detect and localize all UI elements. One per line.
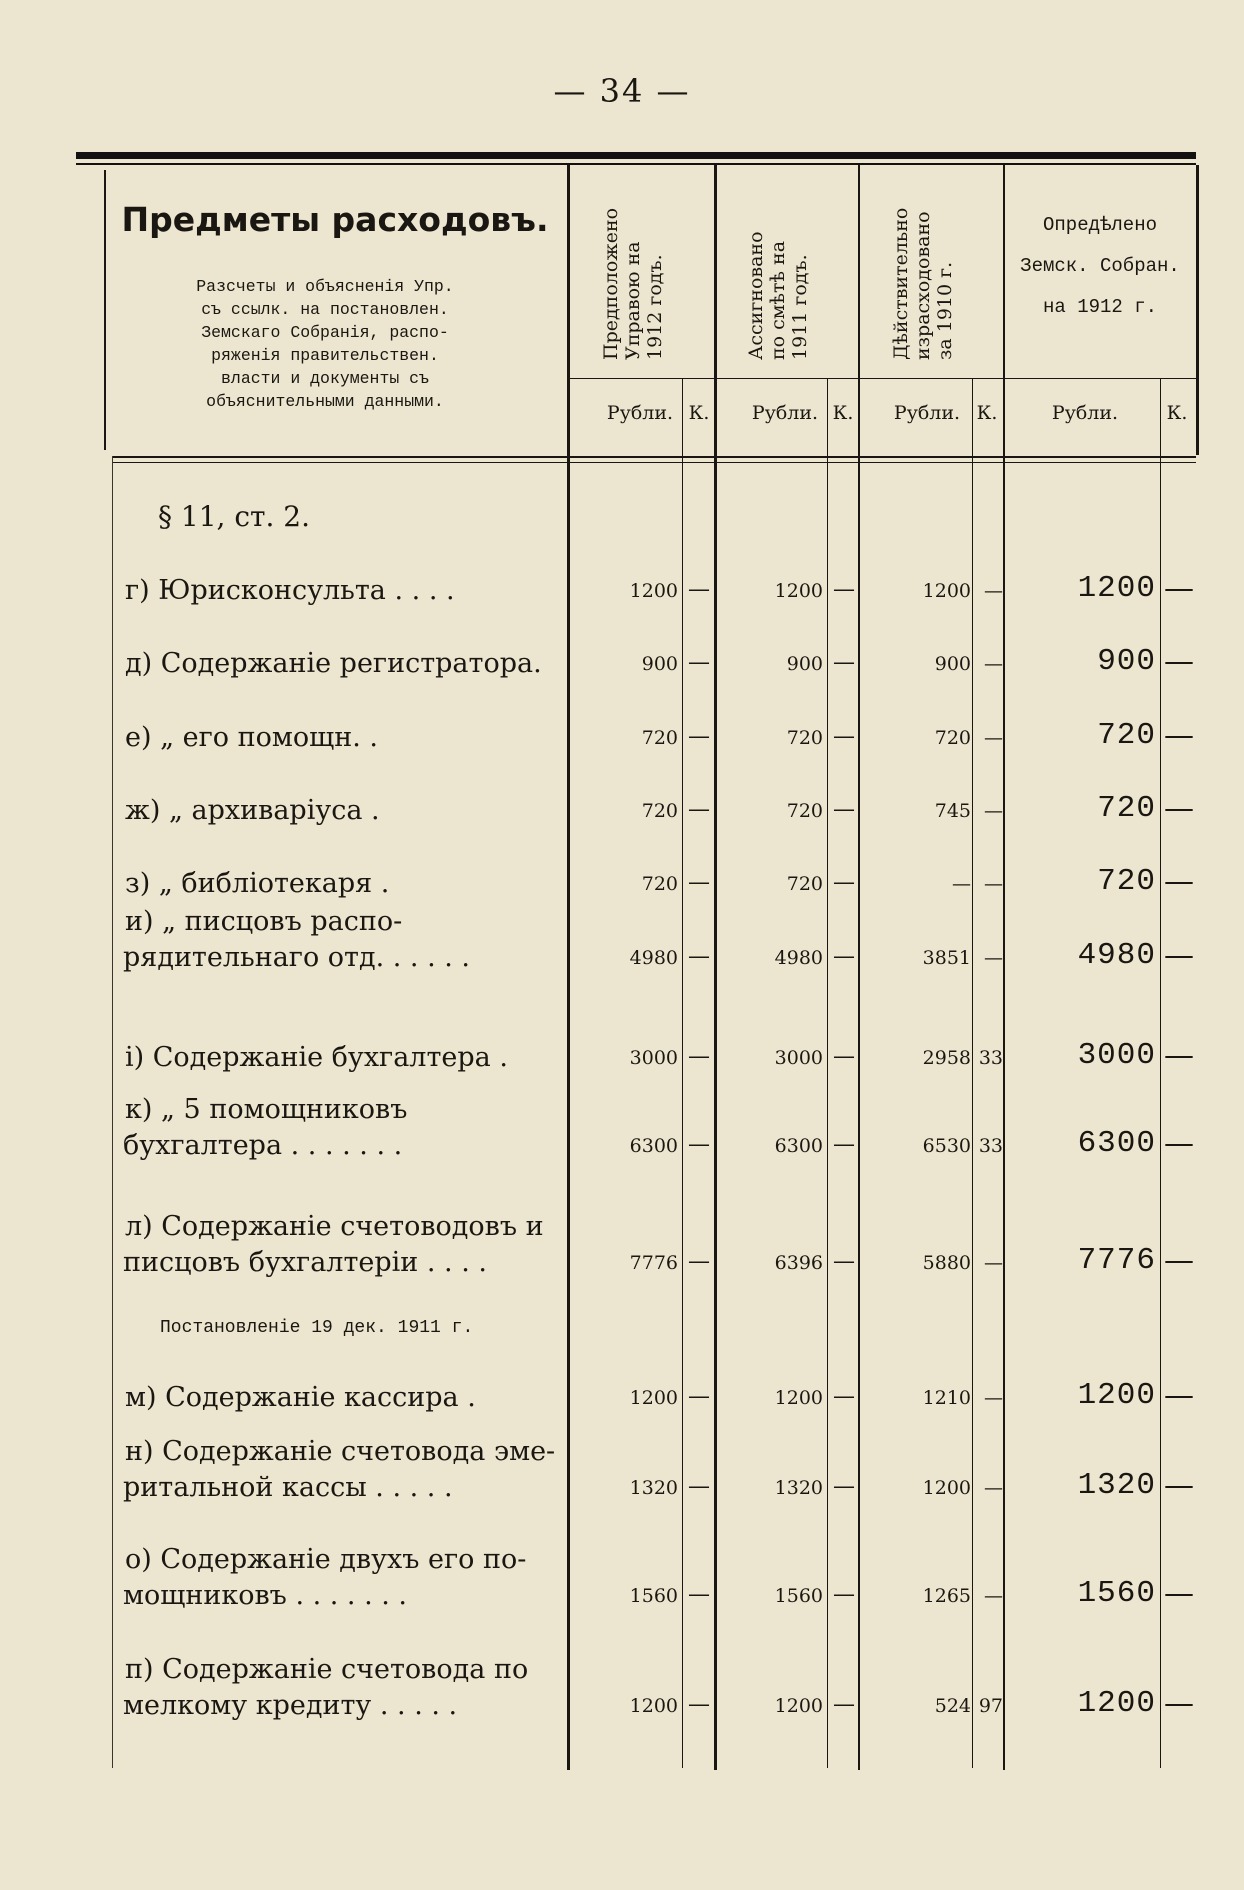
cell-c2k: — bbox=[833, 1384, 855, 1409]
col4-header: Опредѣлено Земск. Собран. на 1912 г. bbox=[1020, 214, 1180, 318]
cell-c3: 1200 bbox=[922, 580, 971, 602]
cell-c2: 4980 bbox=[774, 947, 823, 969]
left-border bbox=[104, 170, 106, 450]
col-divider-1 bbox=[714, 165, 717, 1770]
cell-c3k: — bbox=[984, 1252, 1003, 1274]
top-rule bbox=[76, 152, 1196, 159]
header-unit-rule bbox=[570, 378, 1196, 379]
right-border bbox=[1196, 165, 1199, 455]
row-description bbox=[125, 793, 565, 829]
cell-c2: 720 bbox=[786, 800, 823, 822]
cell-c3k: — bbox=[984, 1387, 1003, 1409]
cell-c1: 4980 bbox=[629, 947, 678, 969]
cell-c3k: — bbox=[984, 1477, 1003, 1499]
row-description-line: мощниковъ . . . . . . . bbox=[123, 1580, 408, 1611]
row-description-line: г) Юрисконсульта . . . . bbox=[125, 575, 455, 606]
unit-kop-3: К. bbox=[976, 402, 998, 424]
row-description-line: к) „ 5 помощниковъ bbox=[125, 1094, 408, 1125]
cell-c2: 1200 bbox=[774, 1695, 823, 1717]
cell-c4k: — bbox=[1164, 864, 1194, 899]
cell-c3: 720 bbox=[934, 727, 971, 749]
row-description-line: л) Содержаніе счетоводовъ и bbox=[125, 1211, 544, 1242]
cell-c1: 1320 bbox=[629, 1477, 678, 1499]
row-description bbox=[125, 1209, 565, 1281]
cell-c2: 900 bbox=[786, 653, 823, 675]
cell-c1: 1200 bbox=[629, 580, 678, 602]
cell-c3: 900 bbox=[934, 653, 971, 675]
cell-c2: 3000 bbox=[774, 1047, 823, 1069]
cell-c2k: — bbox=[833, 1582, 855, 1607]
row-description-line: з) „ библіотекаря . bbox=[125, 868, 390, 899]
row-description bbox=[125, 1542, 565, 1614]
cell-c1k: — bbox=[688, 1132, 710, 1157]
unit-kop-4: К. bbox=[1166, 402, 1188, 424]
cell-c1: 1200 bbox=[629, 1387, 678, 1409]
cell-c3k: — bbox=[984, 800, 1003, 822]
cell-c2k: — bbox=[833, 1044, 855, 1069]
cell-c1: 6300 bbox=[629, 1135, 678, 1157]
cell-c1k: — bbox=[688, 577, 710, 602]
cell-c2: 6396 bbox=[774, 1252, 823, 1274]
cell-c3k: — bbox=[984, 727, 1003, 749]
cell-c3k: 33 bbox=[978, 1047, 1003, 1069]
cell-c4k: — bbox=[1164, 1576, 1194, 1611]
cell-c3k: — bbox=[984, 653, 1003, 675]
col-divider-desc bbox=[567, 165, 570, 1770]
row-description-line: мелкому кредиту . . . . . bbox=[123, 1690, 458, 1721]
cell-c4k: — bbox=[1164, 1378, 1194, 1413]
cell-c4: 720 bbox=[1097, 864, 1156, 899]
row-description bbox=[125, 1040, 565, 1076]
cell-c2: 1200 bbox=[774, 580, 823, 602]
top-rule-thin bbox=[76, 163, 1196, 165]
unit-rubles-1: Рубли. bbox=[606, 402, 674, 424]
cell-c4k: — bbox=[1164, 938, 1194, 973]
cell-c1: 720 bbox=[641, 727, 678, 749]
row-description bbox=[125, 720, 565, 756]
cell-c4: 7776 bbox=[1077, 1243, 1156, 1278]
row-description-line: о) Содержаніе двухъ его по- bbox=[125, 1544, 527, 1575]
header-bottom-rule bbox=[112, 456, 1196, 458]
col-divider-3 bbox=[1003, 165, 1005, 1770]
cell-c3: 6530 bbox=[922, 1135, 971, 1157]
cell-c3: 5880 bbox=[922, 1252, 971, 1274]
table-title: Предметы расходовъ. bbox=[121, 200, 549, 239]
cell-c1k: — bbox=[688, 1384, 710, 1409]
cell-c4: 1560 bbox=[1077, 1576, 1156, 1611]
cell-c3: 1200 bbox=[922, 1477, 971, 1499]
row-description bbox=[125, 1380, 565, 1416]
cell-c1: 720 bbox=[641, 873, 678, 895]
kop-divider-1 bbox=[682, 378, 683, 1768]
row-description-line: і) Содержаніе бухгалтера . bbox=[125, 1042, 508, 1073]
cell-c2: 720 bbox=[786, 873, 823, 895]
row-description-line: рядительнаго отд. . . . . . bbox=[123, 942, 471, 973]
unit-rubles-2: Рубли. bbox=[751, 402, 819, 424]
cell-c1: 1560 bbox=[629, 1585, 678, 1607]
page-number: — 34 — bbox=[553, 72, 691, 110]
row-description-line: е) „ его помощн. . bbox=[125, 722, 378, 753]
col2-header: Ассигновано по смѣтѣ на 1911 годъ. bbox=[745, 231, 811, 360]
cell-c1k: — bbox=[688, 1692, 710, 1717]
cell-c4: 1200 bbox=[1077, 1686, 1156, 1721]
row-description bbox=[125, 1092, 565, 1164]
cell-c1: 7776 bbox=[629, 1252, 678, 1274]
unit-kop-1: К. bbox=[688, 402, 710, 424]
cell-c2k: — bbox=[833, 1474, 855, 1499]
cell-c3: — bbox=[952, 873, 971, 895]
kop-divider-4 bbox=[1160, 378, 1161, 1768]
cell-c1k: — bbox=[688, 1249, 710, 1274]
unit-kop-2: К. bbox=[832, 402, 854, 424]
cell-c2: 1560 bbox=[774, 1585, 823, 1607]
cell-c4k: — bbox=[1164, 644, 1194, 679]
cell-c2: 6300 bbox=[774, 1135, 823, 1157]
row-description-line: п) Содержаніе счетовода по bbox=[125, 1654, 529, 1685]
cell-c3: 524 bbox=[934, 1695, 971, 1717]
row-description-line: ритальной кассы . . . . . bbox=[123, 1472, 453, 1503]
cell-c2k: — bbox=[833, 1249, 855, 1274]
cell-c1k: — bbox=[688, 797, 710, 822]
cell-c1: 900 bbox=[641, 653, 678, 675]
cell-c3: 1210 bbox=[922, 1387, 971, 1409]
col3-header: Дѣйствительно израсходовано за 1910 г. bbox=[890, 207, 956, 360]
cell-c3: 2958 bbox=[922, 1047, 971, 1069]
cell-c2: 1200 bbox=[774, 1387, 823, 1409]
cell-c4k: — bbox=[1164, 571, 1194, 606]
cell-c2k: — bbox=[833, 870, 855, 895]
cell-c1k: — bbox=[688, 650, 710, 675]
cell-c4: 3000 bbox=[1077, 1038, 1156, 1073]
row-description-line: д) Содержаніе регистратора. bbox=[125, 648, 542, 679]
cell-c2k: — bbox=[833, 1132, 855, 1157]
row-description-line: м) Содержаніе кассира . bbox=[125, 1382, 476, 1413]
row-description-line: бухгалтера . . . . . . . bbox=[123, 1130, 403, 1161]
cell-c1k: — bbox=[688, 724, 710, 749]
row-description bbox=[125, 1434, 565, 1506]
cell-c4: 1200 bbox=[1077, 1378, 1156, 1413]
cell-c3k: — bbox=[984, 1585, 1003, 1607]
cell-c2k: — bbox=[833, 577, 855, 602]
row-description-line: и) „ писцовъ распо- bbox=[125, 906, 403, 937]
cell-c4k: — bbox=[1164, 1126, 1194, 1161]
unit-rubles-4: Рубли. bbox=[1051, 402, 1119, 424]
cell-c2: 1320 bbox=[774, 1477, 823, 1499]
cell-c4: 6300 bbox=[1077, 1126, 1156, 1161]
row-description bbox=[125, 1652, 565, 1724]
cell-c4k: — bbox=[1164, 1686, 1194, 1721]
body-left-border bbox=[112, 456, 113, 1768]
resolution-note: Постановленіе 19 дек. 1911 г. bbox=[160, 1318, 474, 1338]
cell-c2: 720 bbox=[786, 727, 823, 749]
cell-c1: 1200 bbox=[629, 1695, 678, 1717]
cell-c1k: — bbox=[688, 1044, 710, 1069]
cell-c2k: — bbox=[833, 797, 855, 822]
cell-c3: 1265 bbox=[922, 1585, 971, 1607]
cell-c3: 745 bbox=[934, 800, 971, 822]
cell-c3k: 97 bbox=[978, 1695, 1003, 1717]
row-description bbox=[125, 646, 565, 682]
cell-c3k: — bbox=[984, 947, 1003, 969]
cell-c4: 720 bbox=[1097, 791, 1156, 826]
table-subtitle: Разсчеты и объясненія Упр. съ ссылк. на постановлен. Земскаго Собранія, распо- ряженія правительствен. власти и документы съ объяснительными данными. bbox=[196, 277, 454, 411]
cell-c4k: — bbox=[1164, 1243, 1194, 1278]
cell-c4k: — bbox=[1164, 791, 1194, 826]
cell-c2k: — bbox=[833, 650, 855, 675]
cell-c1k: — bbox=[688, 870, 710, 895]
cell-c4k: — bbox=[1164, 1468, 1194, 1503]
cell-c1k: — bbox=[688, 1474, 710, 1499]
row-description-line: н) Содержаніе счетовода эме- bbox=[125, 1436, 556, 1467]
cell-c4k: — bbox=[1164, 1038, 1194, 1073]
col1-header: Предположено Управою на 1912 годъ. bbox=[600, 207, 666, 360]
cell-c2k: — bbox=[833, 724, 855, 749]
row-description bbox=[125, 866, 565, 902]
row-description-line: писцовъ бухгалтеріи . . . . bbox=[123, 1247, 487, 1278]
cell-c1k: — bbox=[688, 944, 710, 969]
unit-rubles-3: Рубли. bbox=[893, 402, 961, 424]
cell-c4: 720 bbox=[1097, 718, 1156, 753]
cell-c3: 3851 bbox=[922, 947, 971, 969]
cell-c3k: — bbox=[984, 873, 1003, 895]
cell-c1k: — bbox=[688, 1582, 710, 1607]
cell-c2k: — bbox=[833, 944, 855, 969]
cell-c4: 4980 bbox=[1077, 938, 1156, 973]
header-bottom-rule-2 bbox=[112, 462, 1196, 463]
cell-c4: 1200 bbox=[1077, 571, 1156, 606]
cell-c3k: — bbox=[984, 580, 1003, 602]
row-description-line: ж) „ архиваріуса . bbox=[125, 795, 380, 826]
cell-c4: 900 bbox=[1097, 644, 1156, 679]
cell-c4: 1320 bbox=[1077, 1468, 1156, 1503]
cell-c4k: — bbox=[1164, 718, 1194, 753]
cell-c2k: — bbox=[833, 1692, 855, 1717]
cell-c3k: 33 bbox=[978, 1135, 1003, 1157]
row-description bbox=[125, 904, 565, 976]
row-description bbox=[125, 573, 565, 609]
cell-c1: 3000 bbox=[629, 1047, 678, 1069]
cell-c1: 720 bbox=[641, 800, 678, 822]
kop-divider-2 bbox=[827, 378, 828, 1768]
section-label: § 11, ст. 2. bbox=[158, 500, 311, 533]
